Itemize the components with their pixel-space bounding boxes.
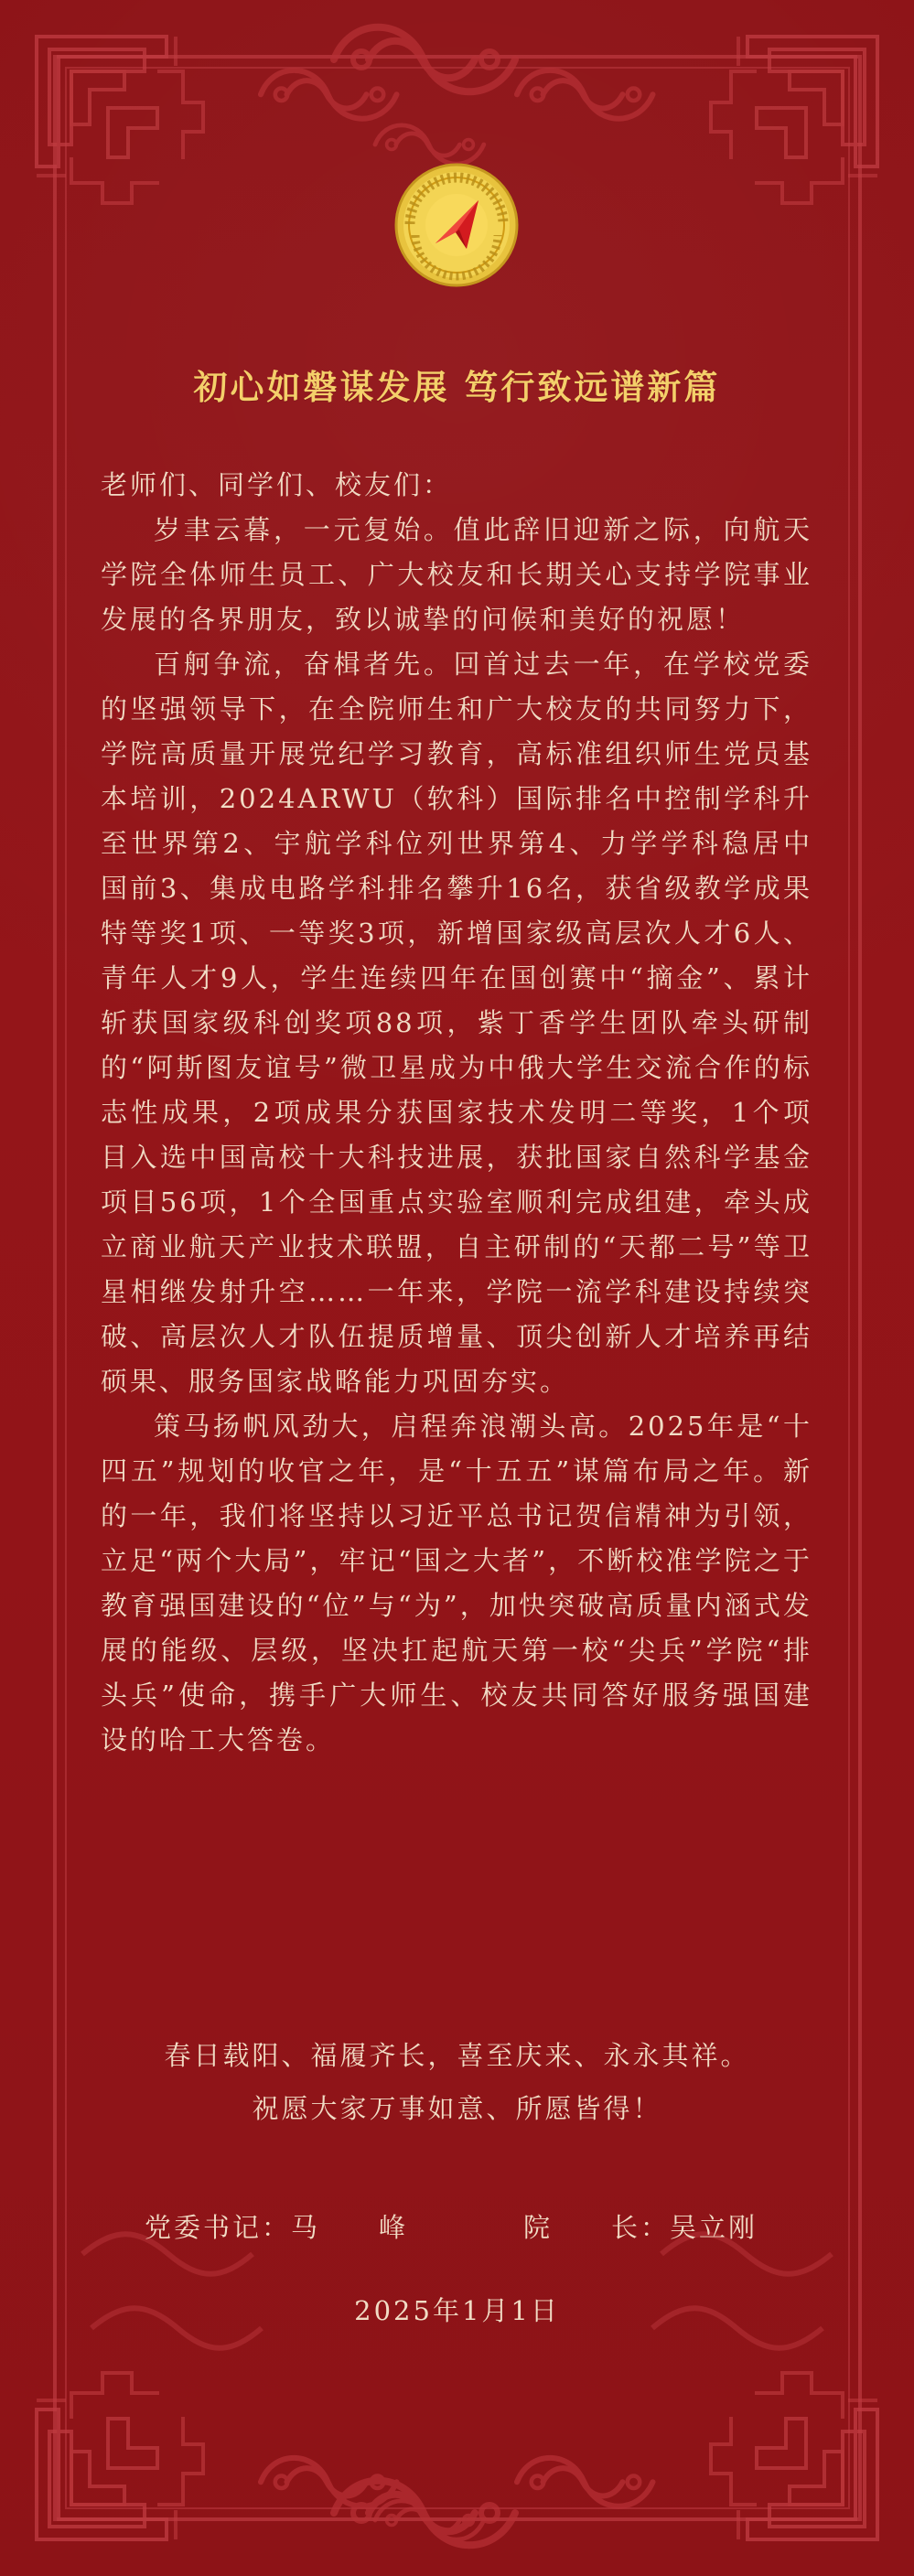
letter-body (101, 463, 812, 1763)
paragraph-new-year-plan: 策马扬帆风劲大，启程奔浪潮头高。2025年是“十四五”规划的收官之年，是“十五五”谋篇布局之年。新的一年，我们将坚持以习近平总书记贺信精神为引领，立足“两个大局”，牢记“国之大者”，不断校准学院之于教育强国建设的“位”与“为”，加快突破高质量内涵式发展的能级、层级，坚决扛起航天第一校“尖兵”学院“排头兵”使命，携手广大师生、校友共同答好服务强国建设的哈工大答卷。 (101, 1411, 812, 1755)
emblem-container (393, 162, 520, 288)
closing-line-1: 春日载阳、福履齐长，喜至庆来、永永其祥。 (164, 2040, 750, 2071)
aerospace-college-emblem-icon (393, 162, 520, 288)
salutation: 老师们、同学们、校友们： (101, 469, 453, 500)
paragraph-achievements: 百舸争流，奋楫者先。回首过去一年，在学校党委的坚强领导下，在全院师生和广大校友的共同努力下，学院高质量开展党纪学习教育，高标准组织师生党员基本培训，2024ARWU（软科）国际排名中控制学科升至世界第2、宇航学科位列世界第4、力学学科稳居中国前3、集成电路学科排名攀升16名，获省级教学成果特等奖1项、一等奖3项，新增国家级高层次人才6人、青年人才9人，学生连续四年在国创赛中“摘金”、累计斩获国家级科创奖项88项，紫丁香学生团队牵头研制的“阿斯图友谊号”微卫星成为中俄大学生交流合作的标志性成果，2项成果分获国家技术发明二等奖，1个项目入选中国高校十大科技进展，获批国家自然科学基金项目56项，1个全国重点实验室顺利完成组建，牵头成立商业航天产业技术联盟，自主研制的“天都二号”等卫星相继发射升空……一年来，学院一流学科建设持续突破、高层次人才队伍提质增量、顶尖创新人才培养再结硕果、服务国家战略能力巩固夯实。 (101, 649, 812, 1397)
closing-line-2: 祝愿大家万事如意、所愿皆得！ (252, 2093, 662, 2124)
party-secretary-signature: 党委书记：马 峰 (145, 2212, 409, 2243)
letter-date: 2025年1月1日 (354, 2295, 560, 2326)
closing-blessing (0, 2029, 914, 2135)
page-title: 初心如磐谋发展 笃行致远谱新篇 (193, 366, 721, 407)
paragraph-greeting: 岁聿云暮，一元复始。值此辞旧迎新之际，向航天学院全体师生员工、广大校友和长期关心支持学院事业发展的各界朋友，致以诚挚的问候和美好的祝愿！ (101, 514, 812, 635)
dean-signature: 院 长：吴立刚 (523, 2212, 758, 2243)
